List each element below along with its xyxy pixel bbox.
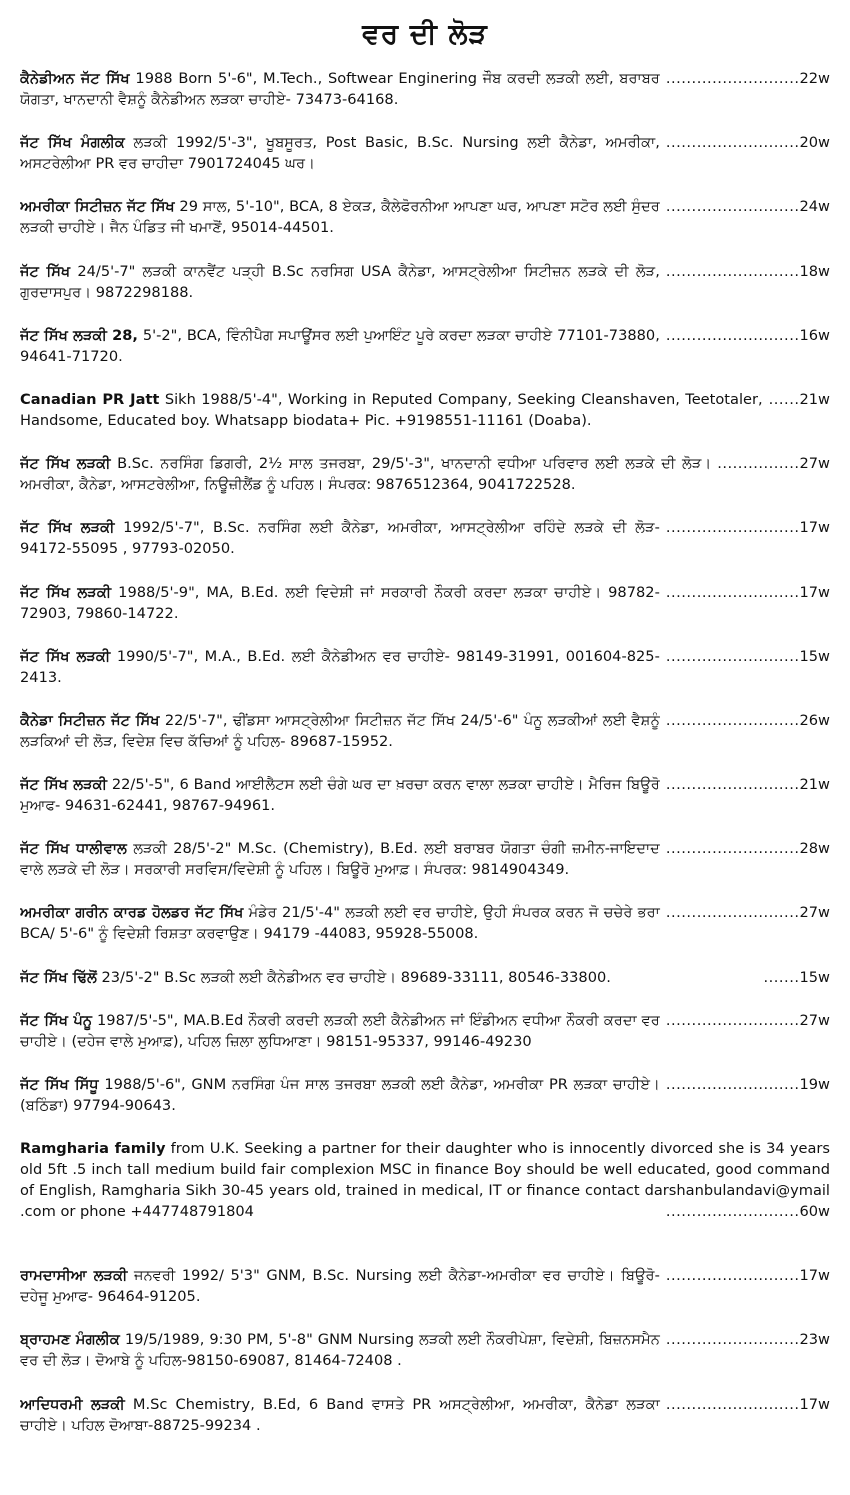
ad-dots: .......................... [665,70,800,87]
ad-lead: ਬ੍ਰਾਹਮਣ ਮੰਗਲੀਕ [20,1331,120,1349]
ad-text: 1987/5'-5", MA.B.Ed ਨੌਕਰੀ ਕਰਦੀ ਲੜਕੀ ਲਈ ਕੈਨੇਡੀਅਨ ਜਾਂ ਇੰਡੀਅਨ ਵਧੀਆ ਨੌਕਰੀ ਕਰਦਾ ਵਰ ਚਾਹੀਏ। (ਦਹੇਜ ਵਾਲੇ ਮੁਆਫ਼), ਪਹਿਲ ਜ਼ਿਲਾ ਲੁਧਿਆਣਾ। 98151-95337, 99146-49230 [20,1011,660,1050]
ad-tail [666,1265,830,1286]
ad-tail [666,838,830,859]
ad-lead: ਜੱਟ ਸਿੱਖ [20,262,71,280]
ad-item-0 [20,68,830,110]
ad-tail [764,967,831,988]
ad-code: 60w [799,1203,830,1221]
ad-lead: ਜੱਟ ਸਿੱਖ ਲੜਕੀ [20,583,112,601]
ad-code: 23w [799,1331,830,1349]
ad-item-1 [20,132,830,174]
ad-code: 15w [799,968,830,986]
ad-lead: ਅਮਰੀਕਾ ਗਰੀਨ ਕਾਰਡ ਹੋਲਡਰ ਜੱਟ ਸਿੱਖ [20,904,244,922]
ad-code: 15w [799,647,830,665]
ad-lead: Canadian PR Jatt [20,390,160,408]
ad-list [20,68,830,1436]
ad-code: 27w [799,1011,830,1029]
ad-item-8 [20,582,830,624]
ad-tail [666,582,830,603]
ad-lead: ਜੱਟ ਸਿੱਖ ਢਿੱਲੋਂ [20,968,97,986]
ad-dots: .......................... [665,198,800,216]
ad-text: Sikh 1988/5'-4", Working in Reputed Company, Seeking Cleanshaven, Teetotaler, Handsome, Educated boy. Whatsapp biodata+ Pic. +9198551-11161 (Doaba). [20,390,763,429]
ad-lead: ਕੈਨੇਡਾ ਸਿਟੀਜ਼ਨ ਜੱਟ ਸਿੱਖ [20,711,160,729]
ad-tail [666,902,830,923]
ad-code: 17w [799,1395,830,1413]
ad-text: 22/5'-7", ਢੀਂਡਸਾ ਆਸਟ੍ਰੇਲੀਆ ਸਿਟੀਜ਼ਨ ਜੱਟ ਸਿੱਖ 24/5'-6" ਪੰਨੂ ਲੜਕੀਆਂ ਲਈ ਵੈਸ਼ਨੂੰ ਲੜਕਿਆਂ ਦੀ ਲੋੜ, ਵਿਦੇਸ਼ ਵਿਚ ਕੱਚਿਆਂ ਨੂੰ ਪਹਿਲ- 89687-15952. [20,711,660,750]
ad-lead: ਅਮਰੀਕਾ ਸਿਟੀਜ਼ਨ ਜੱਟ ਸਿੱਖ [20,198,175,216]
ad-item-15 [20,1010,830,1052]
ad-item-18 [20,1265,830,1307]
ad-lead: ਜੱਟ ਸਿੱਖ ਲੜਕੀ [20,519,115,537]
ad-item-12 [20,838,830,880]
ad-dots: .......................... [665,1011,800,1029]
ad-text: ਲੜਕੀ 28/5'-2" M.Sc. (Chemistry), B.Ed. ਲਈ ਬਰਾਬਰ ਯੋਗਤਾ ਚੰਗੀ ਜ਼ਮੀਨ-ਜਾਇਦਾਦ ਵਾਲੇ ਲੜਕੇ ਦੀ ਲੋੜ। ਸਰਕਾਰੀ ਸਰਵਿਸ/ਵਿਦੇਸ਼ੀ ਨੂੰ ਪਹਿਲ। ਬਿਊਰੋ ਮੁਆਫ਼। ਸੰਪਰਕ: 9814904349. [20,840,660,879]
ad-tail [666,261,830,282]
ad-item-11 [20,774,830,816]
ad-dots: ....... [763,968,800,986]
ad-code: 22w [799,70,830,87]
ad-code: 19w [799,1076,830,1093]
ad-dots: .......................... [665,1076,800,1093]
ad-text: 1990/5'-7", M.A., B.Ed. ਲਈ ਕੈਨੇਡੀਅਨ ਵਰ ਚਾਹੀਏ- 98149-31991, 001604-825-2413. [20,647,660,686]
ad-item-19 [20,1329,830,1371]
ad-code: 17w [799,583,830,601]
ad-dots: .......................... [665,519,800,537]
ad-lead: ਜੱਟ ਸਿੱਖ ਮੰਗਲੀਕ [20,134,125,152]
ad-dots: .......................... [665,1203,800,1221]
ad-dots: .......................... [665,1267,800,1285]
ad-code: 21w [799,776,830,794]
ad-code: 24w [799,198,830,216]
ad-tail [666,774,830,795]
page-title: ਵਰ ਦੀ ਲੋੜ [362,17,488,50]
ad-item-14 [20,967,830,988]
ad-code: 17w [799,1267,830,1285]
ad-lead: ਜੱਟ ਸਿੱਖ ਲੜਕੀ [20,776,107,794]
ad-tail [666,1010,830,1031]
ad-dots: .......................... [665,647,800,665]
ad-code: 26w [799,711,830,729]
ad-lead: ਰਾਮਦਾਸੀਆ ਲੜਕੀ [20,1267,128,1285]
ad-lead: ਆਦਿਧਰਮੀ ਲੜਕੀ [20,1395,125,1413]
ad-tail [717,453,830,474]
ad-item-2 [20,196,830,238]
ad-item-7 [20,517,830,559]
ad-lead: ਜੱਟ ਸਿੱਖ ਸਿੱਧੂ [20,1076,99,1093]
ad-tail [666,68,830,89]
ad-text: 1988 Born 5'-6", M.Tech., Softwear Enginering ਜੌਬ ਕਰਦੀ ਲੜਕੀ ਲਈ, ਬਰਾਬਰ ਯੋਗਤਾ, ਖਾਨਦਾਨੀ ਵੈਸ਼ਨੂੰ ਕੈਨੇਡੀਅਨ ਲੜਕਾ ਚਾਹੀਏ- 73473-64168. [20,70,660,108]
ad-lead: ਜੱਟ ਸਿੱਖ ਪੰਨੂ [20,1011,92,1029]
ad-code: 27w [799,904,830,922]
ad-code: 18w [799,262,830,280]
ad-dots: .......................... [665,711,800,729]
ad-text: 1988/5'-9", MA, B.Ed. ਲਈ ਵਿਦੇਸ਼ੀ ਜਾਂ ਸਰਕਾਰੀ ਨੌਕਰੀ ਕਰਦਾ ਲੜਕਾ ਚਾਹੀਏ। 98782-72903, 79860-14722. [20,583,660,622]
ad-tail [666,1329,830,1350]
ad-dots: .......................... [665,134,800,152]
ad-lead: Ramgharia family [20,1140,166,1158]
ad-lead: ਜੱਟ ਸਿੱਖ ਧਾਲੀਵਾਲ [20,840,127,858]
ad-dots: .......................... [665,326,800,344]
ad-lead: ਜੱਟ ਸਿੱਖ ਲੜਕੀ [20,455,111,473]
ad-item-13 [20,902,830,944]
ad-text: B.Sc. ਨਰਸਿੰਗ ਡਿਗਰੀ, 2½ ਸਾਲ ਤਜਰਬਾ, 29/5'-3", ਖਾਨਦਾਨੀ ਵਧੀਆ ਪਰਿਵਾਰ ਲਈ ਲੜਕੇ ਦੀ ਲੋੜ। ਅਮਰੀਕਾ, ਕੈਨੇਡਾ, ਆਸਟਰੇਲੀਆ, ਨਿਊਜ਼ੀਲੈਂਡ ਨੂੰ ਪਹਿਲ। ਸੰਪਰਕ: 9876512364, 9041722528. [20,455,712,494]
ad-dots: ................ [717,455,800,473]
ad-text: 22/5'-5", 6 Band ਆਈਲੈਟਸ ਲਈ ਚੰਗੇ ਘਰ ਦਾ ਖ਼ਰਚਾ ਕਰਨ ਵਾਲਾ ਲੜਕਾ ਚਾਹੀਏ। ਮੈਰਿਜ ਬਿਊਰੋ ਮੁਆਫ- 94631-62441, 98767-94961. [20,776,660,815]
ad-dots: .......................... [665,262,800,280]
ad-text: from U.K. Seeking a partner for their daughter who is innocently divorced she is 34 years old 5ft .5 inch tall medium build fair complexion MSC in finance Boy should be well educated, good command of English, Ramgharia Sikh 30-45 years old, trained in medical, IT or finance contact darshanbulandavi@ymail .com or phone +447748791804 [20,1140,830,1221]
ad-lead: ਕੈਨੇਡੀਅਨ ਜੱਟ ਸਿੱਖ [20,70,130,87]
ad-tail [666,325,830,346]
ad-text: 1992/5'-7", B.Sc. ਨਰਸਿੰਗ ਲਈ ਕੈਨੇਡਾ, ਅਮਰੀਕਾ, ਆਸਟ੍ਰੇਲੀਆ ਰਹਿੰਦੇ ਲੜਕੇ ਦੀ ਲੋੜ- 94172-55095 , 97793-02050. [20,519,660,558]
ad-dots: .......................... [665,1395,800,1413]
ad-dots: .......................... [665,1331,800,1349]
ad-tail [666,1201,830,1222]
ad-dots: .......................... [665,776,800,794]
ad-text: 23/5'-2" B.Sc ਲੜਕੀ ਲਈ ਕੈਨੇਡੀਅਨ ਵਰ ਚਾਹੀਏ। 89689-33111, 80546-33800. [96,968,611,986]
ad-code: 20w [799,134,830,152]
ad-dots: .......................... [665,583,800,601]
ad-lead: ਜੱਟ ਸਿੱਖ ਲੜਕੀ [20,647,111,665]
ad-item-17 [20,1138,830,1243]
ad-text: M.Sc Chemistry, B.Ed, 6 Band ਵਾਸਤੇ PR ਅਸਟ੍ਰੇਲੀਆ, ਅਮਰੀਕਾ, ਕੈਨੇਡਾ ਲੜਕਾ ਚਾਹੀਏ। ਪਹਿਲ ਦੋਆਬਾ-88725-99234 . [20,1395,660,1434]
ad-text: ਜਨਵਰੀ 1992/ 5'3" GNM, B.Sc. Nursing ਲਈ ਕੈਨੇਡਾ-ਅਮਰੀਕਾ ਵਰ ਚਾਹੀਏ। ਬਿਊਰੋ-ਦਹੇਜੂ ਮੁਆਫ- 96464-91205. [20,1267,660,1306]
ad-item-10 [20,710,830,752]
ad-text: 19/5/1989, 9:30 PM, 5'-8" GNM Nursing ਲੜਕੀ ਲਈ ਨੌਕਰੀਪੇਸ਼ਾ, ਵਿਦੇਸ਼ੀ, ਬਿਜ਼ਨਸਮੈਨ ਵਰ ਦੀ ਲੋੜ। ਦੋਆਬੇ ਨੂੰ ਪਹਿਲ-98150-69087, 81464-72408 . [20,1331,660,1370]
ad-text: 24/5'-7" ਲੜਕੀ ਕਾਨਵੈਂਟ ਪੜ੍ਹੀ B.Sc ਨਰਸਿਗ USA ਕੈਨੇਡਾ, ਆਸਟ੍ਰੇਲੀਆ ਸਿਟੀਜ਼ਨ ਲੜਕੇ ਦੀ ਲੋੜ, ਗੁਰਦਾਸਪੁਰ। 9872298188. [20,262,660,301]
ad-dots: .......................... [665,904,800,922]
ad-text: ਲੜਕੀ 1992/5'-3", ਖੂਬਸੂਰਤ, Post Basic, B.Sc. Nursing ਲਈ ਕੈਨੇਡਾ, ਅਮਰੀਕਾ, ਅਸਟਰੇਲੀਆ PR ਵਰ ਚਾਹੀਦਾ 7901724045 ਘਰ। [20,134,660,173]
ad-tail [666,646,830,667]
ad-text: 5'-2", BCA, ਵਿੰਨੀਪੈਗ ਸਪਾਊਂਸਰ ਲਈ ਪੁਆਇੰਟ ਪੂਰੇ ਕਰਦਾ ਲੜਕਾ ਚਾਹੀਏ 77101-73880, 94641-71720. [20,326,660,365]
ad-code: 16w [799,326,830,344]
ad-tail [666,517,830,538]
ad-text: 1988/5'-6", GNM ਨਰਸਿੰਗ ਪੰਜ ਸਾਲ ਤਜਰਬਾ ਲੜਕੀ ਲਈ ਕੈਨੇਡਾ, ਅਮਰੀਕਾ PR ਲੜਕਾ ਚਾਹੀਏ। (ਬਠਿੰਡਾ) 97794-90643. [20,1076,660,1114]
ad-item-4 [20,325,830,367]
ad-tail [769,389,830,410]
ad-item-16 [20,1074,830,1116]
ad-code: 17w [799,519,830,537]
ad-tail [666,132,830,153]
ad-dots: .......................... [665,840,800,858]
ad-text: 29 ਸਾਲ, 5'-10", BCA, 8 ਏਕੜ, ਕੈਲੇਫੋਰਨੀਆ ਆਪਣਾ ਘਰ, ਆਪਣਾ ਸਟੋਰ ਲਈ ਸੁੰਦਰ ਲੜਕੀ ਚਾਹੀਏ। ਜੈਨ ਪੰਡਿਤ ਜੀ ਖਮਾਣੋਂ, 95014-44501. [20,198,660,237]
ad-text: ਮੰਡੇਰ 21/5'-4" ਲੜਕੀ ਲਈ ਵਰ ਚਾਹੀਏ, ਉਹੀ ਸੰਪਰਕ ਕਰਨ ਜੋ ਚਚੇਰੇ ਭਰਾ BCA/ 5'-6" ਨੂੰ ਵਿਦੇਸ਼ੀ ਰਿਸ਼ਤਾ ਕਰਵਾਉਣ। 94179 -44083, 95928-55008. [20,904,660,943]
ad-item-9 [20,646,830,688]
ad-item-5 [20,389,830,431]
ad-item-6 [20,453,830,495]
ad-tail [666,1074,830,1095]
ad-code: 28w [799,840,830,858]
ad-item-3 [20,261,830,303]
ad-code: 21w [799,390,830,408]
ad-code: 27w [799,455,830,473]
ad-lead: ਜੱਟ ਸਿੱਖ ਲੜਕੀ 28, [20,326,138,344]
ad-tail [666,196,830,217]
ad-dots: ...... [768,390,800,408]
ad-item-20 [20,1394,830,1436]
ad-tail [666,710,830,731]
ad-tail [666,1394,830,1415]
